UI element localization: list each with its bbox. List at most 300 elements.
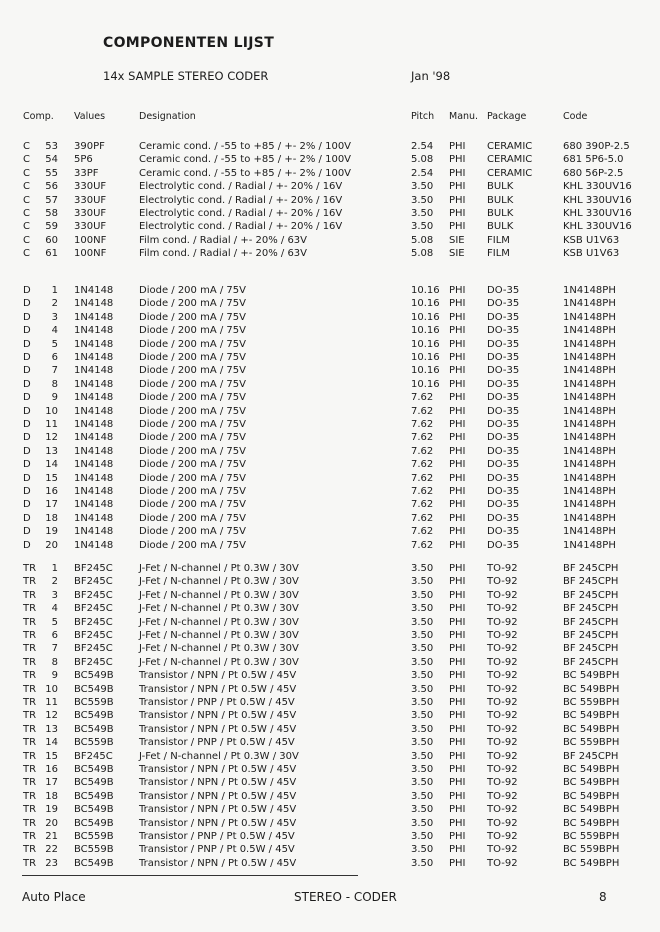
manufacturer-cell: PHI xyxy=(449,576,466,588)
comp-number: 2 xyxy=(51,298,58,310)
value-cell: 1N4148 xyxy=(74,459,114,471)
comp-number: 9 xyxy=(51,392,58,404)
code-cell: KHL 330UV16 xyxy=(563,208,632,219)
package-cell: TO-92 xyxy=(487,750,518,762)
code-cell: KHL 330UV16 xyxy=(563,181,632,193)
manufacturer-cell: PHI xyxy=(449,378,466,390)
pitch-cell: 10.16 xyxy=(411,311,440,323)
manufacturer-cell: PHI xyxy=(449,154,466,166)
manufacturer-cell: PHI xyxy=(449,737,466,749)
comp-number: 53 xyxy=(45,141,58,152)
footer-left: Auto Place xyxy=(22,890,86,904)
package-cell: TO-92 xyxy=(487,697,518,708)
designation-cell: J-Fet / N-channel / Pt 0.3W / 30V xyxy=(139,616,299,628)
code-cell: 1N4148PH xyxy=(563,486,616,497)
code-cell: 1N4148PH xyxy=(563,526,616,538)
value-cell: BF245C xyxy=(74,576,113,588)
value-cell: 330UF xyxy=(74,208,107,219)
code-cell: BC 549BPH xyxy=(563,670,620,682)
table-row xyxy=(0,709,660,722)
pitch-cell: 7.62 xyxy=(411,499,434,511)
table-row xyxy=(0,364,660,377)
manufacturer-cell: PHI xyxy=(449,844,466,856)
package-cell: DO-35 xyxy=(487,432,520,444)
manufacturer-cell: PHI xyxy=(449,683,466,695)
value-cell: BF245C xyxy=(74,750,113,762)
comp-prefix: D xyxy=(23,352,31,363)
comp-number: 1 xyxy=(51,285,58,296)
table-row xyxy=(0,539,660,552)
table-row xyxy=(0,194,660,207)
designation-cell: Ceramic cond. / -55 to +85 / +- 2% / 100V xyxy=(139,141,352,152)
pitch-cell: 3.50 xyxy=(411,670,434,682)
footer-center: STEREO - CODER xyxy=(294,890,397,904)
designation-cell: Diode / 200 mA / 75V xyxy=(139,419,246,430)
manufacturer-cell: PHI xyxy=(449,643,466,655)
comp-prefix: D xyxy=(23,325,31,337)
page-title: COMPONENTEN LIJST xyxy=(103,35,275,51)
designation-cell: Transistor / NPN / Pt 0.5W / 45V xyxy=(139,683,297,695)
package-cell: TO-92 xyxy=(487,723,518,735)
table-row xyxy=(0,220,660,233)
package-cell: DO-35 xyxy=(487,459,520,471)
table-row xyxy=(0,696,660,709)
pitch-cell: 7.62 xyxy=(411,512,434,524)
comp-prefix: TR xyxy=(23,616,37,628)
code-cell: 680 56P-2.5 xyxy=(563,167,624,179)
table-row xyxy=(0,391,660,404)
value-cell: 1N4148 xyxy=(74,472,114,484)
manufacturer-cell: PHI xyxy=(449,804,466,816)
comp-prefix: TR xyxy=(23,804,37,816)
pitch-cell: 7.62 xyxy=(411,432,434,444)
value-cell: 1N4148 xyxy=(74,512,114,524)
manufacturer-cell: PHI xyxy=(449,723,466,735)
value-cell: 330UF xyxy=(74,181,107,193)
value-cell: BC559B xyxy=(74,737,114,749)
table-row xyxy=(0,140,660,153)
package-cell: TO-92 xyxy=(487,670,518,682)
designation-cell: Diode / 200 mA / 75V xyxy=(139,338,246,350)
manufacturer-cell: PHI xyxy=(449,656,466,668)
designation-cell: Diode / 200 mA / 75V xyxy=(139,459,246,471)
comp-prefix: D xyxy=(23,459,31,471)
designation-cell: Electrolytic cond. / Radial / +- 20% / 16V xyxy=(139,208,343,219)
package-cell: DO-35 xyxy=(487,378,520,390)
comp-number: 5 xyxy=(51,338,58,350)
manufacturer-cell: SIE xyxy=(449,248,465,260)
manufacturer-cell: PHI xyxy=(449,221,466,233)
comp-number: 8 xyxy=(51,378,58,390)
designation-cell: Diode / 200 mA / 75V xyxy=(139,365,246,377)
manufacturer-cell: PHI xyxy=(449,285,466,296)
pitch-cell: 3.50 xyxy=(411,857,434,869)
pitch-cell: 3.50 xyxy=(411,804,434,816)
designation-cell: J-Fet / N-channel / Pt 0.3W / 30V xyxy=(139,643,299,655)
code-cell: BF 245CPH xyxy=(563,576,619,588)
code-cell: 1N4148PH xyxy=(563,365,616,377)
pitch-cell: 7.62 xyxy=(411,392,434,404)
package-cell: DO-35 xyxy=(487,338,520,350)
comp-prefix: D xyxy=(23,365,31,377)
comp-prefix: TR xyxy=(23,831,37,842)
table-row xyxy=(0,431,660,444)
code-cell: BF 245CPH xyxy=(563,630,619,641)
table-row xyxy=(0,525,660,538)
comp-prefix: TR xyxy=(23,857,37,869)
manufacturer-cell: PHI xyxy=(449,697,466,708)
value-cell: BF245C xyxy=(74,616,113,628)
value-cell: 1N4148 xyxy=(74,445,114,457)
table-row xyxy=(0,207,660,220)
value-cell: BC549B xyxy=(74,683,114,695)
code-cell: BF 245CPH xyxy=(563,656,619,668)
comp-number: 18 xyxy=(45,512,58,524)
package-cell: TO-92 xyxy=(487,764,518,775)
manufacturer-cell: PHI xyxy=(449,167,466,179)
package-cell: DO-35 xyxy=(487,298,520,310)
value-cell: BC549B xyxy=(74,790,114,802)
value-cell: BF245C xyxy=(74,589,113,601)
comp-number: 20 xyxy=(45,817,58,829)
table-row xyxy=(0,405,660,418)
value-cell: BC559B xyxy=(74,831,114,842)
comp-number: 17 xyxy=(45,499,58,511)
pitch-cell: 7.62 xyxy=(411,459,434,471)
table-row xyxy=(0,562,660,575)
column-header-designation: Designation xyxy=(139,111,196,122)
comp-number: 14 xyxy=(45,459,58,471)
value-cell: 330UF xyxy=(74,221,107,233)
manufacturer-cell: PHI xyxy=(449,208,466,219)
code-cell: 681 5P6-5.0 xyxy=(563,154,624,166)
package-cell: TO-92 xyxy=(487,710,518,722)
designation-cell: Diode / 200 mA / 75V xyxy=(139,405,246,417)
pitch-cell: 3.50 xyxy=(411,181,434,193)
pitch-cell: 3.50 xyxy=(411,603,434,615)
manufacturer-cell: PHI xyxy=(449,459,466,471)
designation-cell: Transistor / PNP / Pt 0.5W / 45V xyxy=(139,697,295,708)
manufacturer-cell: PHI xyxy=(449,194,466,206)
comp-prefix: D xyxy=(23,419,31,430)
package-cell: CERAMIC xyxy=(487,141,533,152)
table-row xyxy=(0,234,660,247)
code-cell: 1N4148PH xyxy=(563,472,616,484)
pitch-cell: 3.50 xyxy=(411,589,434,601)
manufacturer-cell: PHI xyxy=(449,311,466,323)
table-row xyxy=(0,153,660,166)
code-cell: KSB U1V63 xyxy=(563,248,620,260)
manufacturer-cell: PHI xyxy=(449,539,466,551)
manufacturer-cell: PHI xyxy=(449,563,466,574)
code-cell: BC 549BPH xyxy=(563,817,620,829)
package-cell: CERAMIC xyxy=(487,167,533,179)
designation-cell: Ceramic cond. / -55 to +85 / +- 2% / 100V xyxy=(139,167,352,179)
pitch-cell: 2.54 xyxy=(411,141,434,152)
column-header-manu: Manu. xyxy=(449,111,479,122)
package-cell: BULK xyxy=(487,194,514,206)
comp-number: 18 xyxy=(45,790,58,802)
manufacturer-cell: PHI xyxy=(449,603,466,615)
comp-number: 20 xyxy=(45,539,58,551)
package-cell: TO-92 xyxy=(487,563,518,574)
manufacturer-cell: PHI xyxy=(449,777,466,789)
comp-number: 58 xyxy=(45,208,58,219)
value-cell: 1N4148 xyxy=(74,432,114,444)
comp-prefix: TR xyxy=(23,710,37,722)
designation-cell: Transistor / PNP / Pt 0.5W / 45V xyxy=(139,844,295,856)
package-cell: DO-35 xyxy=(487,352,520,363)
designation-cell: Transistor / NPN / Pt 0.5W / 45V xyxy=(139,710,297,722)
comp-number: 57 xyxy=(45,194,58,206)
code-cell: BC 559BPH xyxy=(563,737,620,749)
designation-cell: Diode / 200 mA / 75V xyxy=(139,472,246,484)
pitch-cell: 3.50 xyxy=(411,844,434,856)
pitch-cell: 7.62 xyxy=(411,526,434,538)
code-cell: BC 549BPH xyxy=(563,804,620,816)
pitch-cell: 3.50 xyxy=(411,764,434,775)
pitch-cell: 10.16 xyxy=(411,352,440,363)
table-row xyxy=(0,498,660,511)
package-cell: TO-92 xyxy=(487,656,518,668)
comp-number: 6 xyxy=(51,352,58,363)
designation-cell: Transistor / NPN / Pt 0.5W / 45V xyxy=(139,804,297,816)
pitch-cell: 3.50 xyxy=(411,710,434,722)
comp-prefix: C xyxy=(23,208,30,219)
designation-cell: Diode / 200 mA / 75V xyxy=(139,432,246,444)
comp-prefix: TR xyxy=(23,764,37,775)
manufacturer-cell: PHI xyxy=(449,616,466,628)
pitch-cell: 3.50 xyxy=(411,683,434,695)
table-row xyxy=(0,485,660,498)
package-cell: DO-35 xyxy=(487,445,520,457)
package-cell: DO-35 xyxy=(487,405,520,417)
code-cell: BF 245CPH xyxy=(563,589,619,601)
value-cell: 1N4148 xyxy=(74,405,114,417)
comp-prefix: TR xyxy=(23,790,37,802)
value-cell: BC549B xyxy=(74,817,114,829)
manufacturer-cell: PHI xyxy=(449,750,466,762)
table-row xyxy=(0,669,660,682)
comp-prefix: TR xyxy=(23,589,37,601)
manufacturer-cell: PHI xyxy=(449,405,466,417)
manufacturer-cell: PHI xyxy=(449,181,466,193)
comp-prefix: TR xyxy=(23,683,37,695)
table-row xyxy=(0,338,660,351)
comp-prefix: TR xyxy=(23,603,37,615)
designation-cell: J-Fet / N-channel / Pt 0.3W / 30V xyxy=(139,589,299,601)
designation-cell: Transistor / NPN / Pt 0.5W / 45V xyxy=(139,723,297,735)
code-cell: BC 549BPH xyxy=(563,710,620,722)
value-cell: 1N4148 xyxy=(74,378,114,390)
code-cell: BC 549BPH xyxy=(563,857,620,869)
code-cell: 1N4148PH xyxy=(563,325,616,337)
pitch-cell: 7.62 xyxy=(411,405,434,417)
comp-prefix: D xyxy=(23,499,31,511)
code-cell: 1N4148PH xyxy=(563,311,616,323)
comp-prefix: D xyxy=(23,338,31,350)
value-cell: BC549B xyxy=(74,670,114,682)
code-cell: 1N4148PH xyxy=(563,405,616,417)
comp-number: 23 xyxy=(45,857,58,869)
value-cell: BF245C xyxy=(74,656,113,668)
pitch-cell: 7.62 xyxy=(411,445,434,457)
comp-prefix: D xyxy=(23,392,31,404)
package-cell: DO-35 xyxy=(487,472,520,484)
value-cell: 1N4148 xyxy=(74,499,114,511)
package-cell: CERAMIC xyxy=(487,154,533,166)
code-cell: 1N4148PH xyxy=(563,298,616,310)
comp-number: 15 xyxy=(45,472,58,484)
comp-number: 12 xyxy=(45,710,58,722)
designation-cell: J-Fet / N-channel / Pt 0.3W / 30V xyxy=(139,563,299,574)
code-cell: BC 549BPH xyxy=(563,683,620,695)
table-row xyxy=(0,642,660,655)
table-row xyxy=(0,790,660,803)
pitch-cell: 3.50 xyxy=(411,831,434,842)
pitch-cell: 3.50 xyxy=(411,697,434,708)
value-cell: 1N4148 xyxy=(74,285,114,296)
code-cell: 1N4148PH xyxy=(563,285,616,296)
comp-number: 17 xyxy=(45,777,58,789)
pitch-cell: 7.62 xyxy=(411,539,434,551)
code-cell: KHL 330UV16 xyxy=(563,194,632,206)
package-cell: TO-92 xyxy=(487,844,518,856)
value-cell: BC549B xyxy=(74,764,114,775)
value-cell: 1N4148 xyxy=(74,325,114,337)
manufacturer-cell: SIE xyxy=(449,234,465,246)
code-cell: 1N4148PH xyxy=(563,445,616,457)
designation-cell: Diode / 200 mA / 75V xyxy=(139,325,246,337)
comp-number: 59 xyxy=(45,221,58,233)
package-cell: TO-92 xyxy=(487,603,518,615)
code-cell: BC 549BPH xyxy=(563,723,620,735)
value-cell: 1N4148 xyxy=(74,298,114,310)
table-row xyxy=(0,589,660,602)
pitch-cell: 10.16 xyxy=(411,338,440,350)
pitch-cell: 3.50 xyxy=(411,750,434,762)
comp-number: 60 xyxy=(45,234,58,246)
designation-cell: Transistor / NPN / Pt 0.5W / 45V xyxy=(139,790,297,802)
comp-number: 11 xyxy=(45,697,58,708)
comp-number: 2 xyxy=(51,576,58,588)
manufacturer-cell: PHI xyxy=(449,445,466,457)
pitch-cell: 5.08 xyxy=(411,234,434,246)
comp-prefix: C xyxy=(23,194,30,206)
table-row xyxy=(0,512,660,525)
designation-cell: Transistor / NPN / Pt 0.5W / 45V xyxy=(139,777,297,789)
value-cell: 330UF xyxy=(74,194,107,206)
table-row xyxy=(0,843,660,856)
comp-prefix: TR xyxy=(23,697,37,708)
table-row xyxy=(0,445,660,458)
pitch-cell: 3.50 xyxy=(411,616,434,628)
comp-number: 4 xyxy=(51,603,58,615)
column-header-values: Values xyxy=(74,111,106,122)
package-cell: BULK xyxy=(487,221,514,233)
comp-number: 15 xyxy=(45,750,58,762)
manufacturer-cell: PHI xyxy=(449,790,466,802)
value-cell: BC549B xyxy=(74,857,114,869)
package-cell: DO-35 xyxy=(487,325,520,337)
pitch-cell: 3.50 xyxy=(411,817,434,829)
manufacturer-cell: PHI xyxy=(449,831,466,842)
column-header-pitch: Pitch xyxy=(411,111,435,122)
package-cell: TO-92 xyxy=(487,589,518,601)
value-cell: 1N4148 xyxy=(74,539,114,551)
designation-cell: Diode / 200 mA / 75V xyxy=(139,486,246,497)
table-row xyxy=(0,602,660,615)
value-cell: 1N4148 xyxy=(74,365,114,377)
table-row xyxy=(0,616,660,629)
package-cell: BULK xyxy=(487,208,514,219)
table-row xyxy=(0,311,660,324)
comp-number: 16 xyxy=(45,764,58,775)
comp-prefix: D xyxy=(23,486,31,497)
pitch-cell: 3.50 xyxy=(411,576,434,588)
table-row xyxy=(0,683,660,696)
comp-prefix: D xyxy=(23,405,31,417)
pitch-cell: 3.50 xyxy=(411,643,434,655)
comp-prefix: C xyxy=(23,141,30,152)
code-cell: 1N4148PH xyxy=(563,432,616,444)
manufacturer-cell: PHI xyxy=(449,589,466,601)
comp-number: 21 xyxy=(45,831,58,842)
table-row xyxy=(0,656,660,669)
package-cell: TO-92 xyxy=(487,831,518,842)
manufacturer-cell: PHI xyxy=(449,365,466,377)
comp-prefix: C xyxy=(23,154,30,166)
value-cell: 100NF xyxy=(74,234,107,246)
comp-number: 1 xyxy=(51,563,58,574)
code-cell: 1N4148PH xyxy=(563,338,616,350)
comp-prefix: D xyxy=(23,285,31,296)
designation-cell: Electrolytic cond. / Radial / +- 20% / 16V xyxy=(139,221,343,233)
pitch-cell: 5.08 xyxy=(411,154,434,166)
value-cell: BC549B xyxy=(74,804,114,816)
manufacturer-cell: PHI xyxy=(449,857,466,869)
package-cell: DO-35 xyxy=(487,311,520,323)
footer-divider xyxy=(22,875,358,876)
table-row xyxy=(0,750,660,763)
package-cell: TO-92 xyxy=(487,683,518,695)
comp-prefix: C xyxy=(23,248,30,260)
pitch-cell: 3.50 xyxy=(411,630,434,641)
code-cell: KSB U1V63 xyxy=(563,234,620,246)
comp-prefix: TR xyxy=(23,844,37,856)
package-cell: TO-92 xyxy=(487,576,518,588)
package-cell: DO-35 xyxy=(487,419,520,430)
manufacturer-cell: PHI xyxy=(449,141,466,152)
comp-prefix: D xyxy=(23,298,31,310)
table-row xyxy=(0,167,660,180)
code-cell: BC 559BPH xyxy=(563,831,620,842)
table-row xyxy=(0,776,660,789)
comp-prefix: D xyxy=(23,311,31,323)
designation-cell: Transistor / NPN / Pt 0.5W / 45V xyxy=(139,764,297,775)
manufacturer-cell: PHI xyxy=(449,630,466,641)
value-cell: 1N4148 xyxy=(74,526,114,538)
comp-prefix: D xyxy=(23,378,31,390)
code-cell: 1N4148PH xyxy=(563,378,616,390)
value-cell: BC559B xyxy=(74,697,114,708)
manufacturer-cell: PHI xyxy=(449,338,466,350)
table-row xyxy=(0,284,660,297)
package-cell: TO-92 xyxy=(487,804,518,816)
code-cell: BC 549BPH xyxy=(563,790,620,802)
designation-cell: Diode / 200 mA / 75V xyxy=(139,352,246,363)
value-cell: 390PF xyxy=(74,141,105,152)
